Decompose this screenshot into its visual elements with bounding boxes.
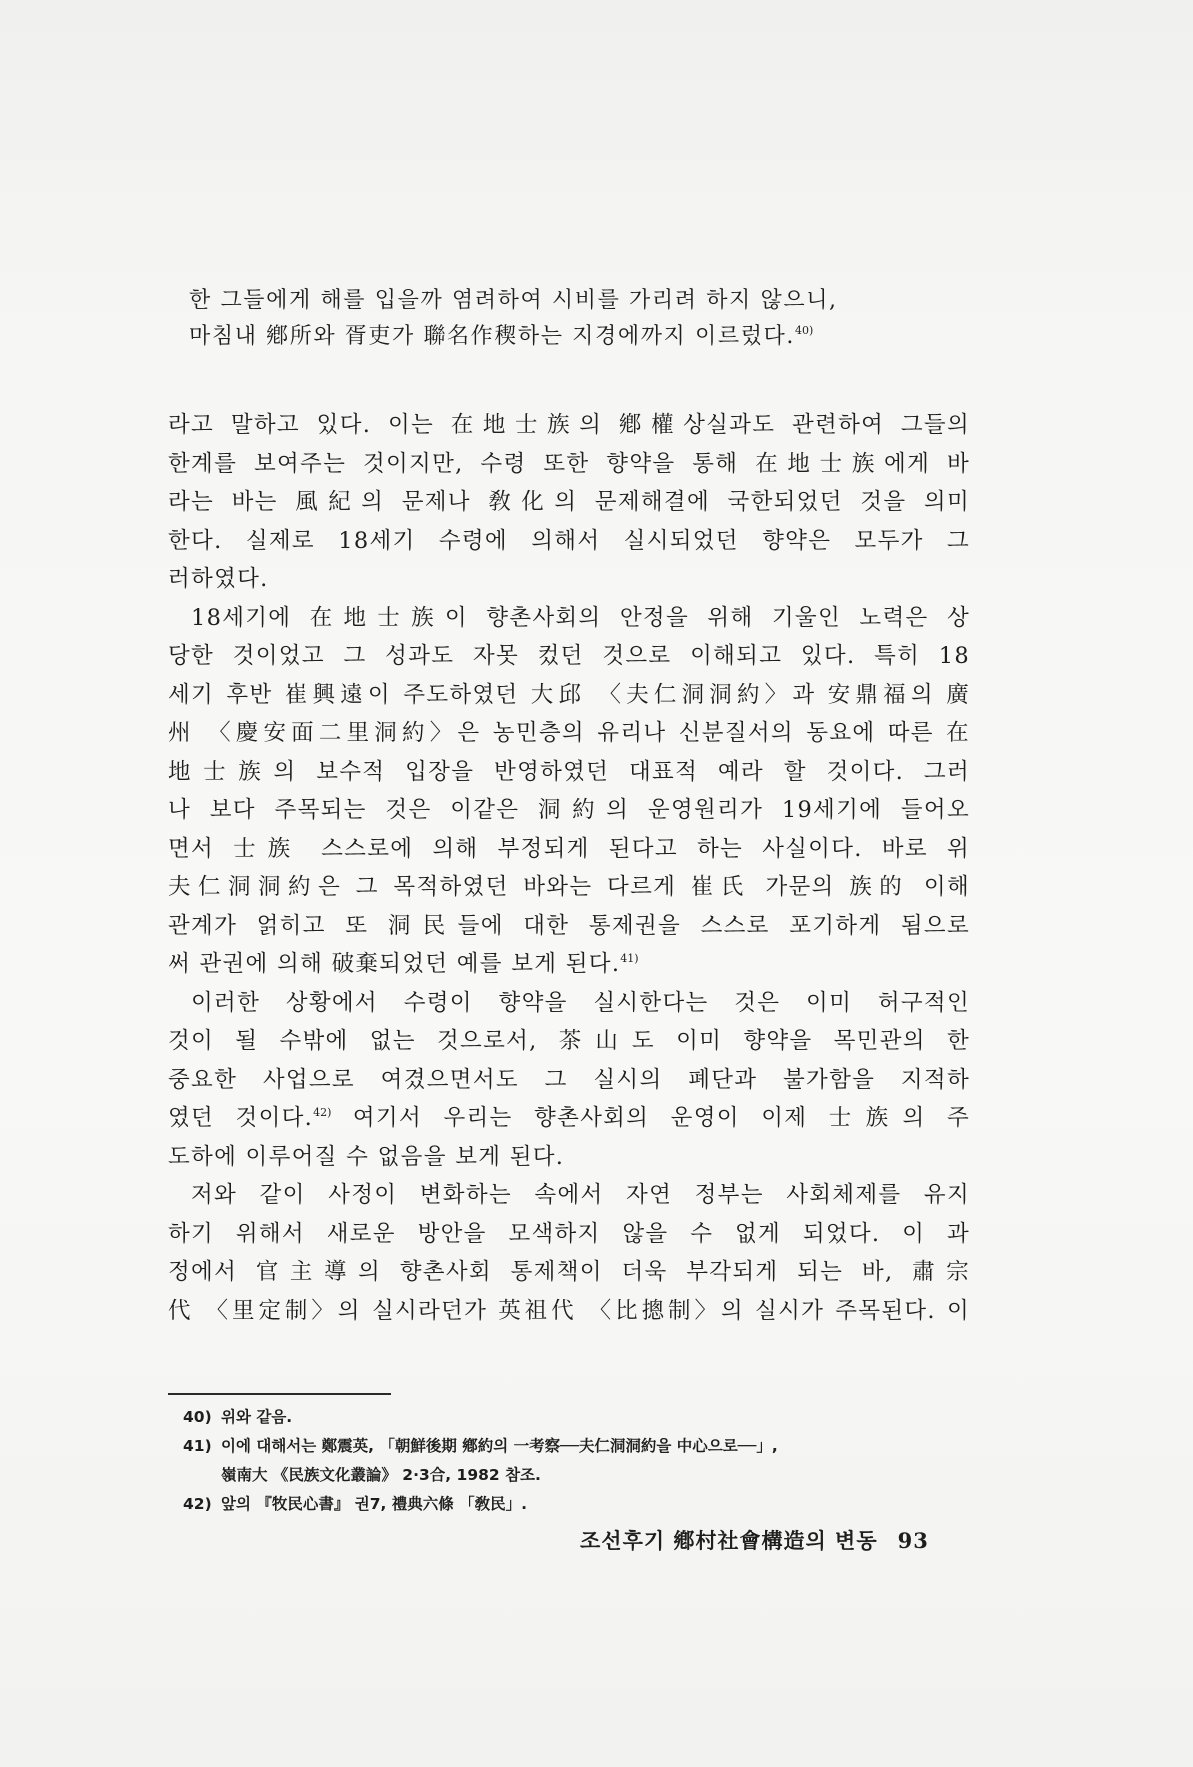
text-line-content: 였던 것이다. [168,1105,314,1131]
text-line: 한계를 보여주는 것이지만, 수령 또한 향약을 통해 在地士族에게 바 [168,450,970,477]
running-footer [580,1525,970,1555]
text-line: 것이 될 수밖에 없는 것으로서, 茶山도 이미 향약을 목민관의 한 [168,1028,970,1054]
paragraph [168,984,970,1177]
text-line: 정에서 官主導의 향촌사회 통제책이 더욱 부각되게 되는 바, 肅宗 [168,1259,970,1285]
footnote [183,1403,983,1432]
text-line: 18세기에 在地士族이 향촌사회의 안정을 위해 기울인 노력은 상 [191,604,970,631]
footnote [183,1432,983,1461]
footnote-divider [168,1393,391,1395]
text-line: 地士族의 보수적 입장을 반영하였던 대표적 예라 할 것이다. 그러 [168,758,970,785]
text-line: 한다. 실제로 18세기 수령에 의해서 실시되었던 향약은 모두가 그 [168,527,970,554]
text-line: 이러한 상황에서 수령이 향약을 실시한다는 것은 이미 허구적인 [191,989,970,1016]
block-quote [189,283,969,355]
text-line: 면서 士族 스스로에 의해 부정되게 된다고 하는 사실이다. 바로 위 [168,835,970,862]
footnotes [183,1403,983,1519]
footnote-ref: 42) [313,1106,332,1119]
page-number: 93 [897,1528,929,1553]
footnote-ref: 41) [620,952,639,965]
text-line: 관계가 얽히고 또 洞民들에 대한 통제권을 스스로 포기하게 됨으로 [168,912,970,939]
paragraph [168,1176,970,1330]
paragraph [168,599,970,984]
body-text [168,406,970,1330]
paragraph [168,406,970,599]
text-line: 당한 것이었고 그 성과도 자못 컸던 것으로 이해되고 있다. 특히 18 [168,643,970,669]
text-line: 하기 위해서 새로운 방안을 모색하지 않을 수 없게 되었다. 이 과 [168,1220,970,1247]
text-line: 나 보다 주목되는 것은 이같은 洞約의 운영원리가 19세기에 들어오 [168,797,970,823]
footnote-text: 嶺南大 《民族文化叢論》 2·3合, 1982 참조. [221,1466,541,1484]
text-line [168,945,970,984]
text-line-content: 써 관권에 의해 破棄되었던 예를 보게 된다. [168,951,621,977]
text-line-content: 여기서 우리는 향촌사회의 운영이 이제 士族의 주 [331,1105,970,1131]
footnote-ref: 40) [795,324,814,337]
quote-line-text: 마침내 鄕所와 胥吏가 聯名作稧하는 지경에까지 이르렀다. [189,324,795,349]
footnote-number: 40) [183,1408,212,1426]
quote-line: 한 그들에게 해를 입을까 염려하여 시비를 가리려 하지 않으니, [189,288,838,313]
text-line: 러하였다. [168,566,269,592]
text-line: 도하에 이루어질 수 없음을 보게 된다. [168,1143,565,1170]
footnote-text: 이에 대해서는 鄭震英, 「朝鮮後期 鄕約의 一考察──夫仁洞洞約을 中心으로──」, [221,1437,778,1455]
text-line: 夫仁洞洞約은 그 목적하였던 바와는 다르게 崔氏 가문의 族的 이해 [168,874,970,900]
footnote [183,1490,983,1519]
text-line [168,1099,970,1138]
quote-line [189,319,969,355]
footnote-number: 41) [183,1437,212,1455]
text-line: 代 〈里定制〉의 실시라던가 英祖代 〈比摠制〉의 실시가 주목된다. 이 [168,1297,970,1324]
text-line: 라는 바는 風紀의 문제나 敎化의 문제해결에 국한되었던 것을 의미 [168,489,970,515]
text-line: 라고 말하고 있다. 이는 在地士族의 鄕權상실과도 관련하여 그들의 [168,412,970,438]
running-title: 조선후기 鄕村社會構造의 변동 [580,1529,878,1553]
text-line: 州 〈慶安面二里洞約〉은 농민층의 유리나 신분질서의 동요에 따른 在 [168,720,970,746]
text-line: 중요한 사업으로 여겼으면서도 그 실시의 폐단과 불가함을 지적하 [168,1066,970,1093]
footnote-number: 42) [183,1495,212,1513]
text-line: 세기 후반 崔興遠이 주도하였던 大邱 〈夫仁洞洞約〉과 安鼎福의 廣 [168,681,970,708]
footnote-continuation [183,1461,983,1490]
text-line: 저와 같이 사정이 변화하는 속에서 자연 정부는 사회체제를 유지 [191,1182,970,1208]
footnote-text: 앞의 『牧民心書』 권7, 禮典六條 「敎民」. [221,1495,528,1513]
footnote-text: 위와 같음. [221,1408,293,1426]
